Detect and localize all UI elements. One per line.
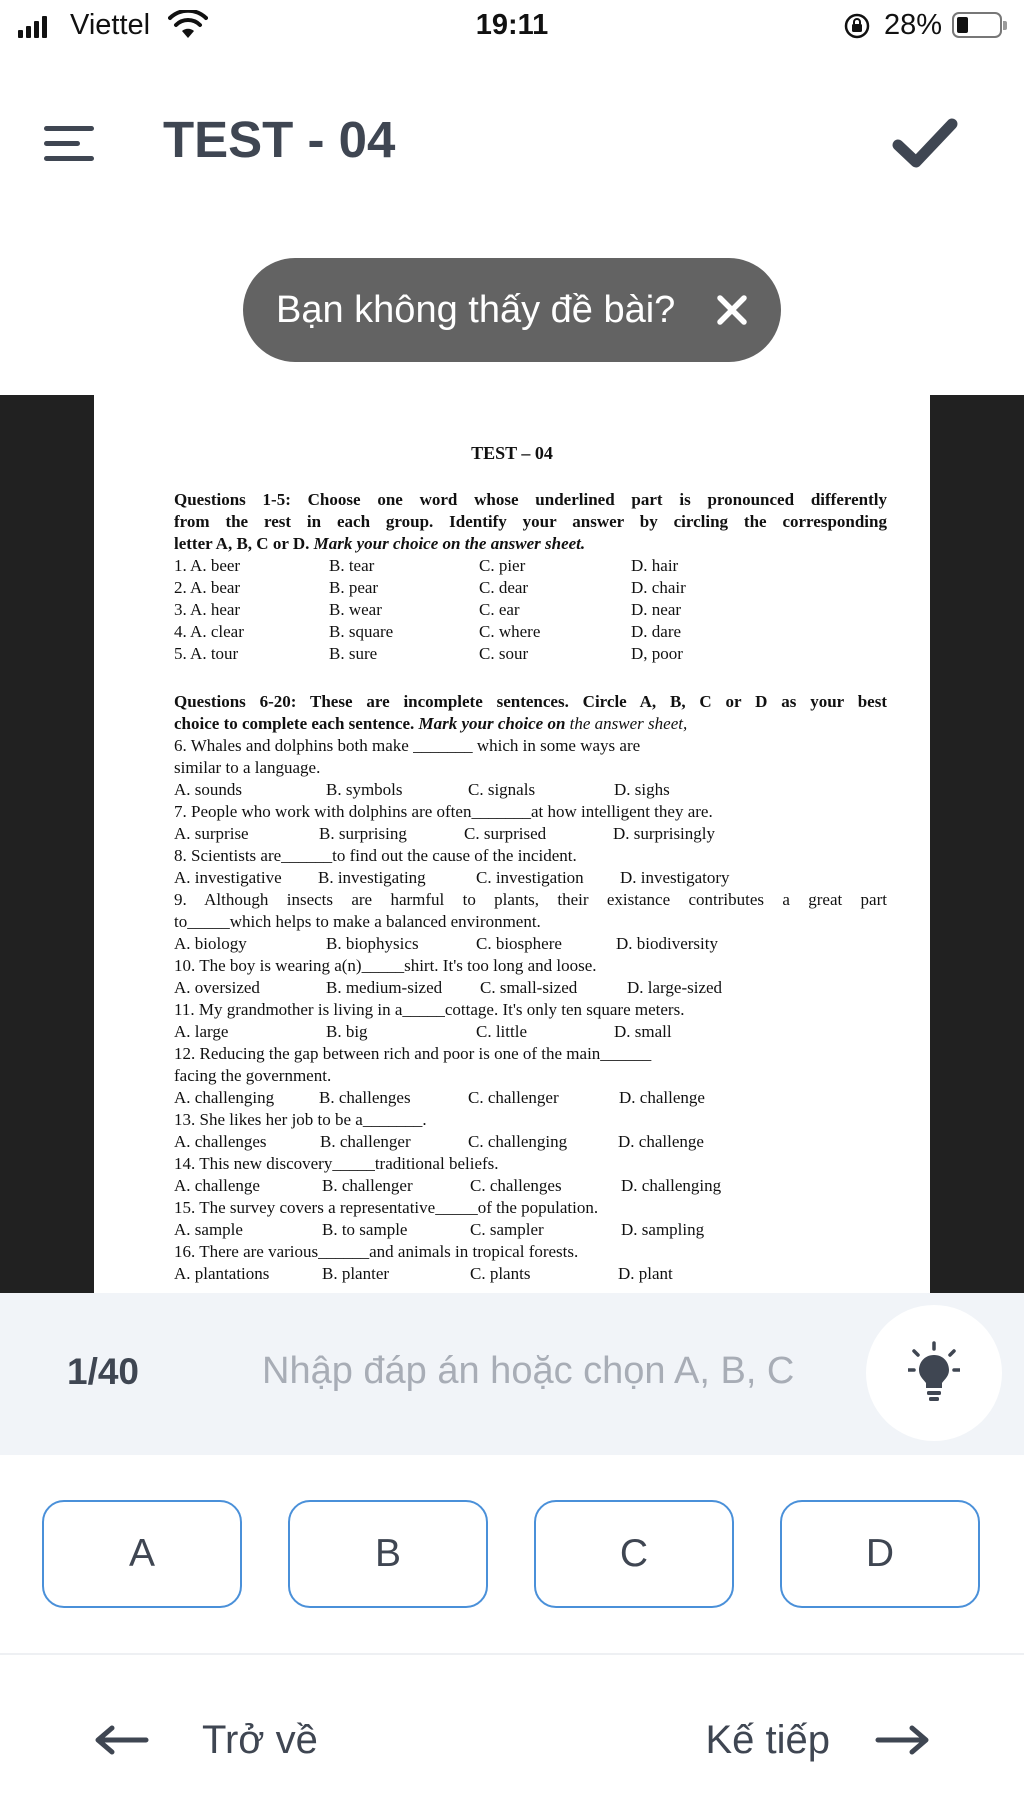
q12-option-d: D. challenge	[619, 1088, 705, 1107]
q7-option-a: A. surprise	[174, 824, 249, 843]
q5-option-b: B. sure	[329, 644, 378, 663]
q11-text: 11. My grandmother is living in a_____cottage. It's only ten square meters.	[174, 1000, 685, 1019]
q2-option-c: C. dear	[479, 578, 529, 597]
q1-option-d: D. hair	[631, 556, 679, 575]
q13-option-d: D. challenge	[618, 1132, 704, 1151]
next-button[interactable]	[705, 1700, 930, 1780]
q7-option-d: D. surprisingly	[613, 824, 715, 843]
q3-option-d: D. near	[631, 600, 682, 619]
section2-heading-line2: choice to complete each sentence. Mark your choice on the answer sheet,	[174, 714, 688, 733]
q13-option-a: A. challenges	[174, 1132, 267, 1151]
q12-option-b: B. challenges	[319, 1088, 411, 1107]
q3-option-b: B. wear	[329, 600, 382, 619]
q2-option-a: 2. A. bear	[174, 578, 241, 597]
q15-option-b: B. to sample	[322, 1220, 408, 1239]
q11-option-b: B. big	[326, 1022, 368, 1041]
q16-option-b: B. planter	[322, 1264, 390, 1283]
q6-option-c: C. signals	[468, 780, 536, 799]
q7-option-c: C. surprised	[464, 824, 547, 843]
q8-text: 8. Scientists are______to find out the cause of the incident.	[174, 846, 577, 865]
back-label: Trở về	[202, 1717, 318, 1762]
q9-option-c: C. biosphere	[476, 934, 562, 953]
question-counter: 1/40	[67, 1351, 140, 1392]
q14-text: 14. This new discovery_____traditional beliefs.	[174, 1154, 499, 1173]
q8-option-a: A. investigative	[174, 868, 282, 887]
q9-option-b: B. biophysics	[326, 934, 419, 953]
q14-option-b: B. challenger	[322, 1176, 413, 1195]
q11-option-d: D. small	[614, 1022, 672, 1041]
carrier-name: Viettel	[70, 9, 151, 41]
q6-option-a: A. sounds	[174, 780, 243, 799]
q16-text: 16. There are various______and animals in tropical forests.	[174, 1242, 579, 1261]
q14-option-a: A. challenge	[174, 1176, 260, 1195]
missing-question-toast[interactable]	[243, 258, 781, 362]
q15-text: 15. The survey covers a representative_____of the population.	[174, 1198, 599, 1217]
status-bar	[0, 0, 1024, 52]
back-button[interactable]	[94, 1700, 318, 1780]
q7-text: 7. People who work with dolphins are often_______at how intelligent they are.	[174, 802, 713, 821]
q1-option-b: B. tear	[329, 556, 375, 575]
answer-choices	[0, 1500, 1024, 1610]
q8-option-c: C. investigation	[476, 868, 584, 887]
q11-option-a: A. large	[174, 1022, 229, 1041]
q11-option-c: C. little	[476, 1022, 527, 1041]
q8-option-b: B. investigating	[318, 868, 426, 887]
q5-option-d: D, poor	[631, 644, 683, 663]
q1-option-a: 1. A. beer	[174, 556, 241, 575]
q5-option-c: C. sour	[479, 644, 529, 663]
document-viewer[interactable]	[0, 395, 1024, 1293]
q3-option-a: 3. A. hear	[174, 600, 241, 619]
q14-option-c: C. challenges	[470, 1176, 562, 1195]
q7-option-b: B. surprising	[319, 824, 407, 843]
q6-option-b: B. symbols	[326, 780, 403, 799]
answer-input[interactable]	[262, 1339, 822, 1403]
section1-heading-line3: letter A, B, C or D. Mark your choice on the answer sheet.	[174, 534, 586, 553]
q6-text-cont: similar to a language.	[174, 758, 321, 777]
checkmark-icon[interactable]	[892, 116, 958, 170]
q2-option-d: D. chair	[631, 578, 686, 597]
q15-option-c: C. sampler	[470, 1220, 544, 1239]
hamburger-menu-icon[interactable]	[40, 124, 98, 164]
battery-icon	[952, 12, 1002, 38]
q9-option-d: D. biodiversity	[616, 934, 718, 953]
battery-percentage: 28%	[884, 9, 943, 41]
q16-option-d: D. plant	[618, 1264, 673, 1283]
q9-text: 9. Although insects are harmful to plants, their existance contributes a great part	[174, 890, 887, 909]
page-title: TEST - 04	[163, 111, 396, 168]
choice-d-button[interactable]: D	[780, 1500, 980, 1608]
arrow-right-icon	[874, 1725, 930, 1755]
q12-text-cont: facing the government.	[174, 1066, 332, 1085]
q8-option-d: D. investigatory	[620, 868, 730, 887]
q16-option-a: A. plantations	[174, 1264, 270, 1283]
next-label: Kế tiếp	[705, 1717, 830, 1762]
section2-heading: Questions 6-20: These are incomplete sentences. Circle A, B, C or D as your best	[174, 692, 887, 711]
q4-option-b: B. square	[329, 622, 394, 641]
document-title: TEST – 04	[471, 443, 553, 463]
q13-option-b: B. challenger	[320, 1132, 411, 1151]
lightbulb-icon	[908, 1341, 960, 1403]
choice-b-button[interactable]: B	[288, 1500, 488, 1608]
exam-page	[94, 395, 930, 1293]
q10-option-c: C. small-sized	[480, 978, 578, 997]
q4-option-d: D. dare	[631, 622, 682, 641]
divider	[0, 1653, 1024, 1655]
section1-heading: Questions 1-5: Choose one word whose underlined part is pronounced differently	[174, 490, 887, 509]
answer-bar	[0, 1293, 1024, 1455]
q16-option-c: C. plants	[470, 1264, 531, 1283]
q15-option-d: D. sampling	[621, 1220, 705, 1239]
q3-option-c: C. ear	[479, 600, 520, 619]
q9-text-cont: to_____which helps to make a balanced environment.	[174, 912, 541, 931]
q13-text: 13. She likes her job to be a_______.	[174, 1110, 427, 1129]
toast-message: Bạn không thấy đề bài?	[276, 288, 676, 331]
q6-option-d: D. sighs	[614, 780, 670, 799]
app-header	[0, 90, 1024, 190]
q2-option-b: B. pear	[329, 578, 379, 597]
q13-option-c: C. challenging	[468, 1132, 568, 1151]
battery-level-fill	[957, 17, 968, 33]
q10-option-b: B. medium-sized	[326, 978, 443, 997]
choice-c-button[interactable]: C	[534, 1500, 734, 1608]
section1-heading-line2: from the rest in each group. Identify your answer by circling the corresponding	[174, 512, 887, 531]
q4-option-c: C. where	[479, 622, 541, 641]
q10-option-a: A. oversized	[174, 978, 260, 997]
status-time: 19:11	[475, 9, 549, 41]
q5-option-a: 5. A. tour	[174, 644, 239, 663]
q1-option-c: C. pier	[479, 556, 526, 575]
q10-text: 10. The boy is wearing a(n)_____shirt. It's too long and loose.	[174, 956, 597, 975]
q6-text: 6. Whales and dolphins both make _______ which in some ways are	[174, 736, 641, 755]
q9-option-a: A. biology	[174, 934, 247, 953]
orientation-lock-icon	[843, 12, 871, 40]
q10-option-d: D. large-sized	[627, 978, 723, 997]
q14-option-d: D. challenging	[621, 1176, 722, 1195]
q15-option-a: A. sample	[174, 1220, 243, 1239]
close-icon[interactable]	[710, 288, 754, 332]
q12-option-c: C. challenger	[468, 1088, 559, 1107]
hint-button[interactable]	[866, 1305, 1002, 1441]
q4-option-a: 4. A. clear	[174, 622, 244, 641]
arrow-left-icon	[94, 1725, 150, 1755]
bottom-navigation	[0, 1700, 1024, 1780]
q12-option-a: A. challenging	[174, 1088, 275, 1107]
choice-a-button[interactable]: A	[42, 1500, 242, 1608]
q12-text: 12. Reducing the gap between rich and poor is one of the main______	[174, 1044, 652, 1063]
